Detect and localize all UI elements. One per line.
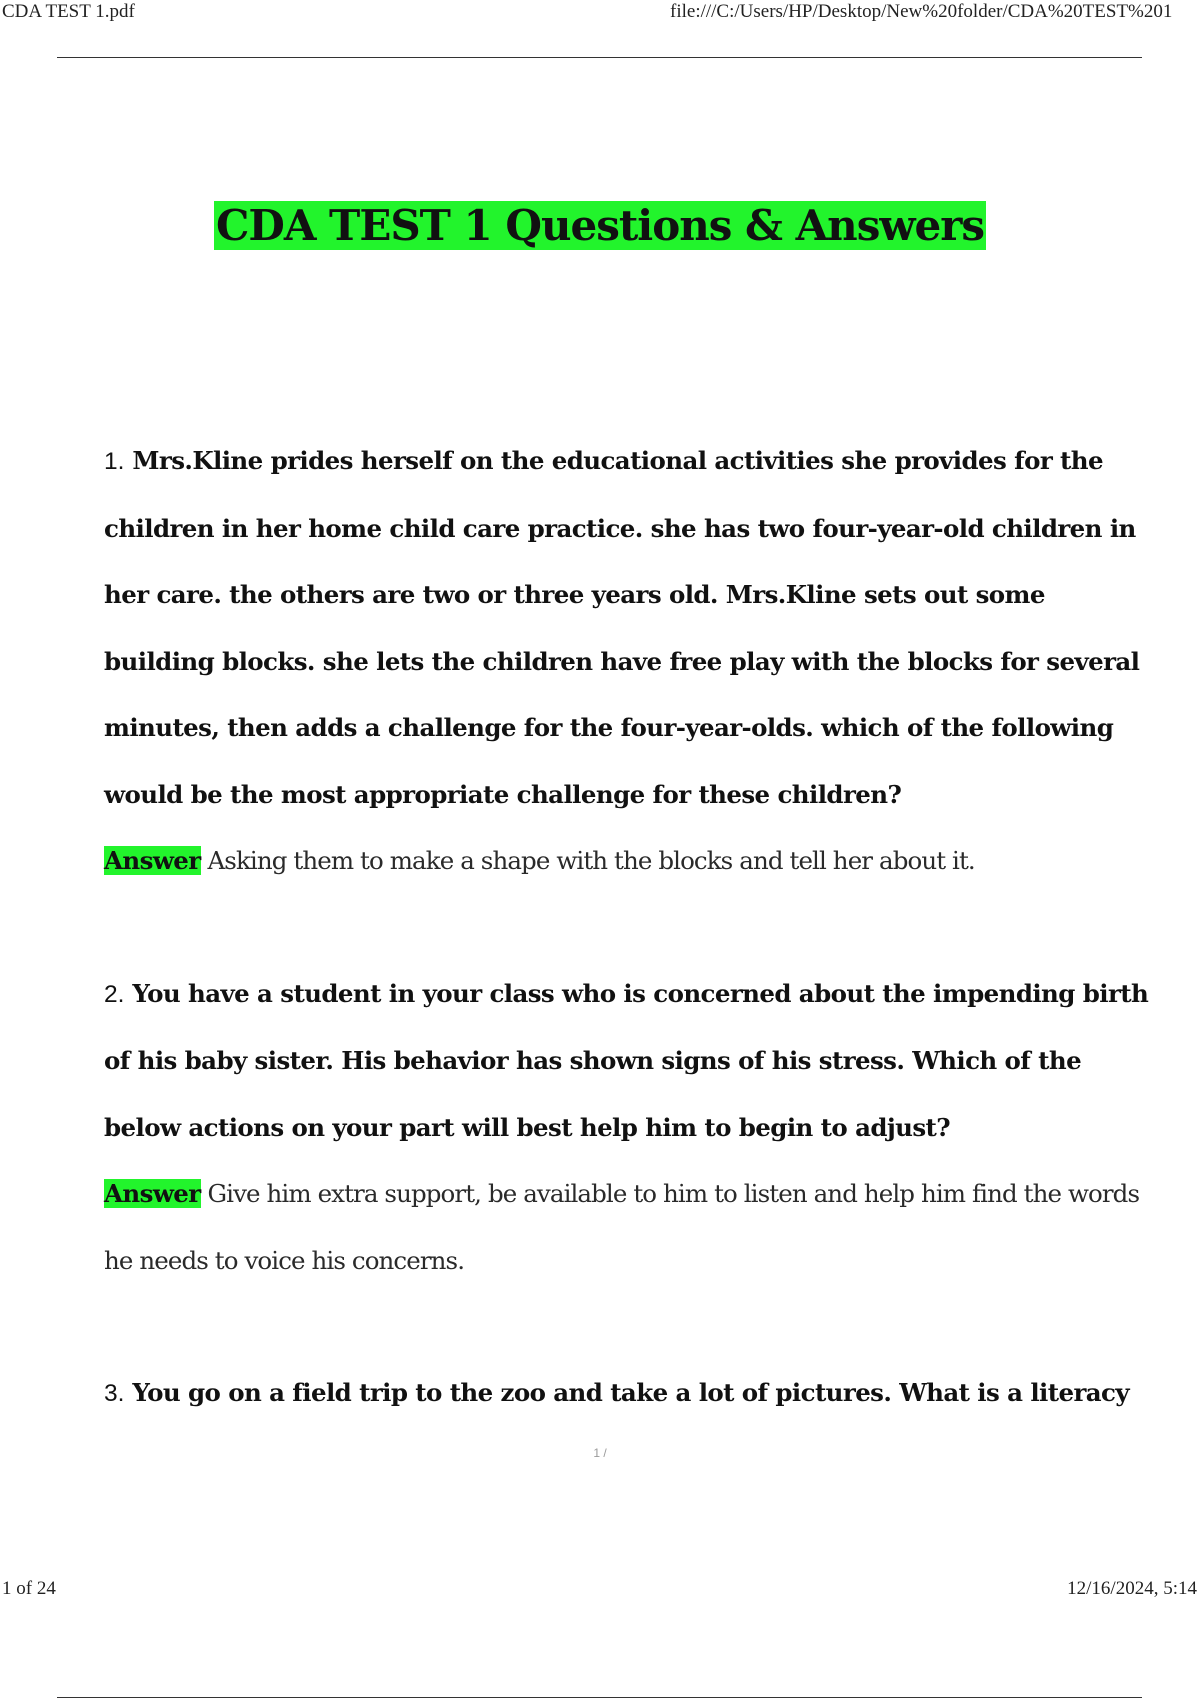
question-number: 3. — [104, 1380, 125, 1407]
answer-label: Answer — [104, 1179, 201, 1208]
page-number-mark: 1 / — [593, 1446, 607, 1460]
question-text: You go on a field trip to the zoo and take a lot of pictures. What is a literacy — [132, 1378, 1129, 1407]
question-text: You have a student in your class who is concerned about the impending birth of his baby sister. His behavior has shown signs of his stress. Which of the below actions on your part will best help him to begin to adjust? — [104, 978, 1149, 1142]
print-header-filename: CDA TEST 1.pdf — [2, 1, 135, 22]
document-body — [104, 428, 1149, 1428]
answer-text: Asking them to make a shape with the blocks and tell her about it. — [207, 846, 975, 875]
question-text: Mrs.Kline prides herself on the educational activities she provides for the children in her home child care practice. she has two four-year-old children in her care. the others are two or three years old. Mrs.Kline sets out some building blocks. she lets the children have free play with the blocks for several minutes, then adds a challenge for the four-year-olds. which of the following would be the most appropriate challenge for these children? — [104, 446, 1140, 809]
print-footer-page-count: 1 of 24 — [2, 1578, 56, 1599]
question-3 — [104, 1360, 1149, 1428]
print-header-url: file:///C:/Users/HP/Desktop/New%20folder/CDA%20TEST%201 — [670, 1, 1173, 22]
spacer — [104, 1294, 1149, 1360]
document-title — [0, 196, 1200, 256]
answer-text: Give him extra support, be available to him to listen and help him find the words he needs to voice his concerns. — [104, 1179, 1140, 1275]
top-divider — [57, 57, 1142, 58]
answer-1 — [104, 828, 1149, 895]
qa-item-3 — [104, 1360, 1149, 1428]
bottom-divider — [57, 1697, 1142, 1698]
qa-item-2 — [104, 961, 1149, 1295]
document-title-text: CDA TEST 1 Questions & Answers — [216, 201, 984, 250]
question-number: 2. — [104, 980, 125, 1008]
spacer — [104, 895, 1149, 961]
question-2 — [104, 961, 1149, 1162]
answer-label: Answer — [104, 846, 201, 875]
question-1 — [104, 428, 1149, 828]
question-number: 1. — [104, 448, 125, 475]
print-header — [0, 0, 1200, 24]
answer-2 — [104, 1161, 1149, 1294]
print-footer-timestamp: 12/16/2024, 5:14 — [1067, 1578, 1197, 1599]
qa-item-1 — [104, 428, 1149, 895]
